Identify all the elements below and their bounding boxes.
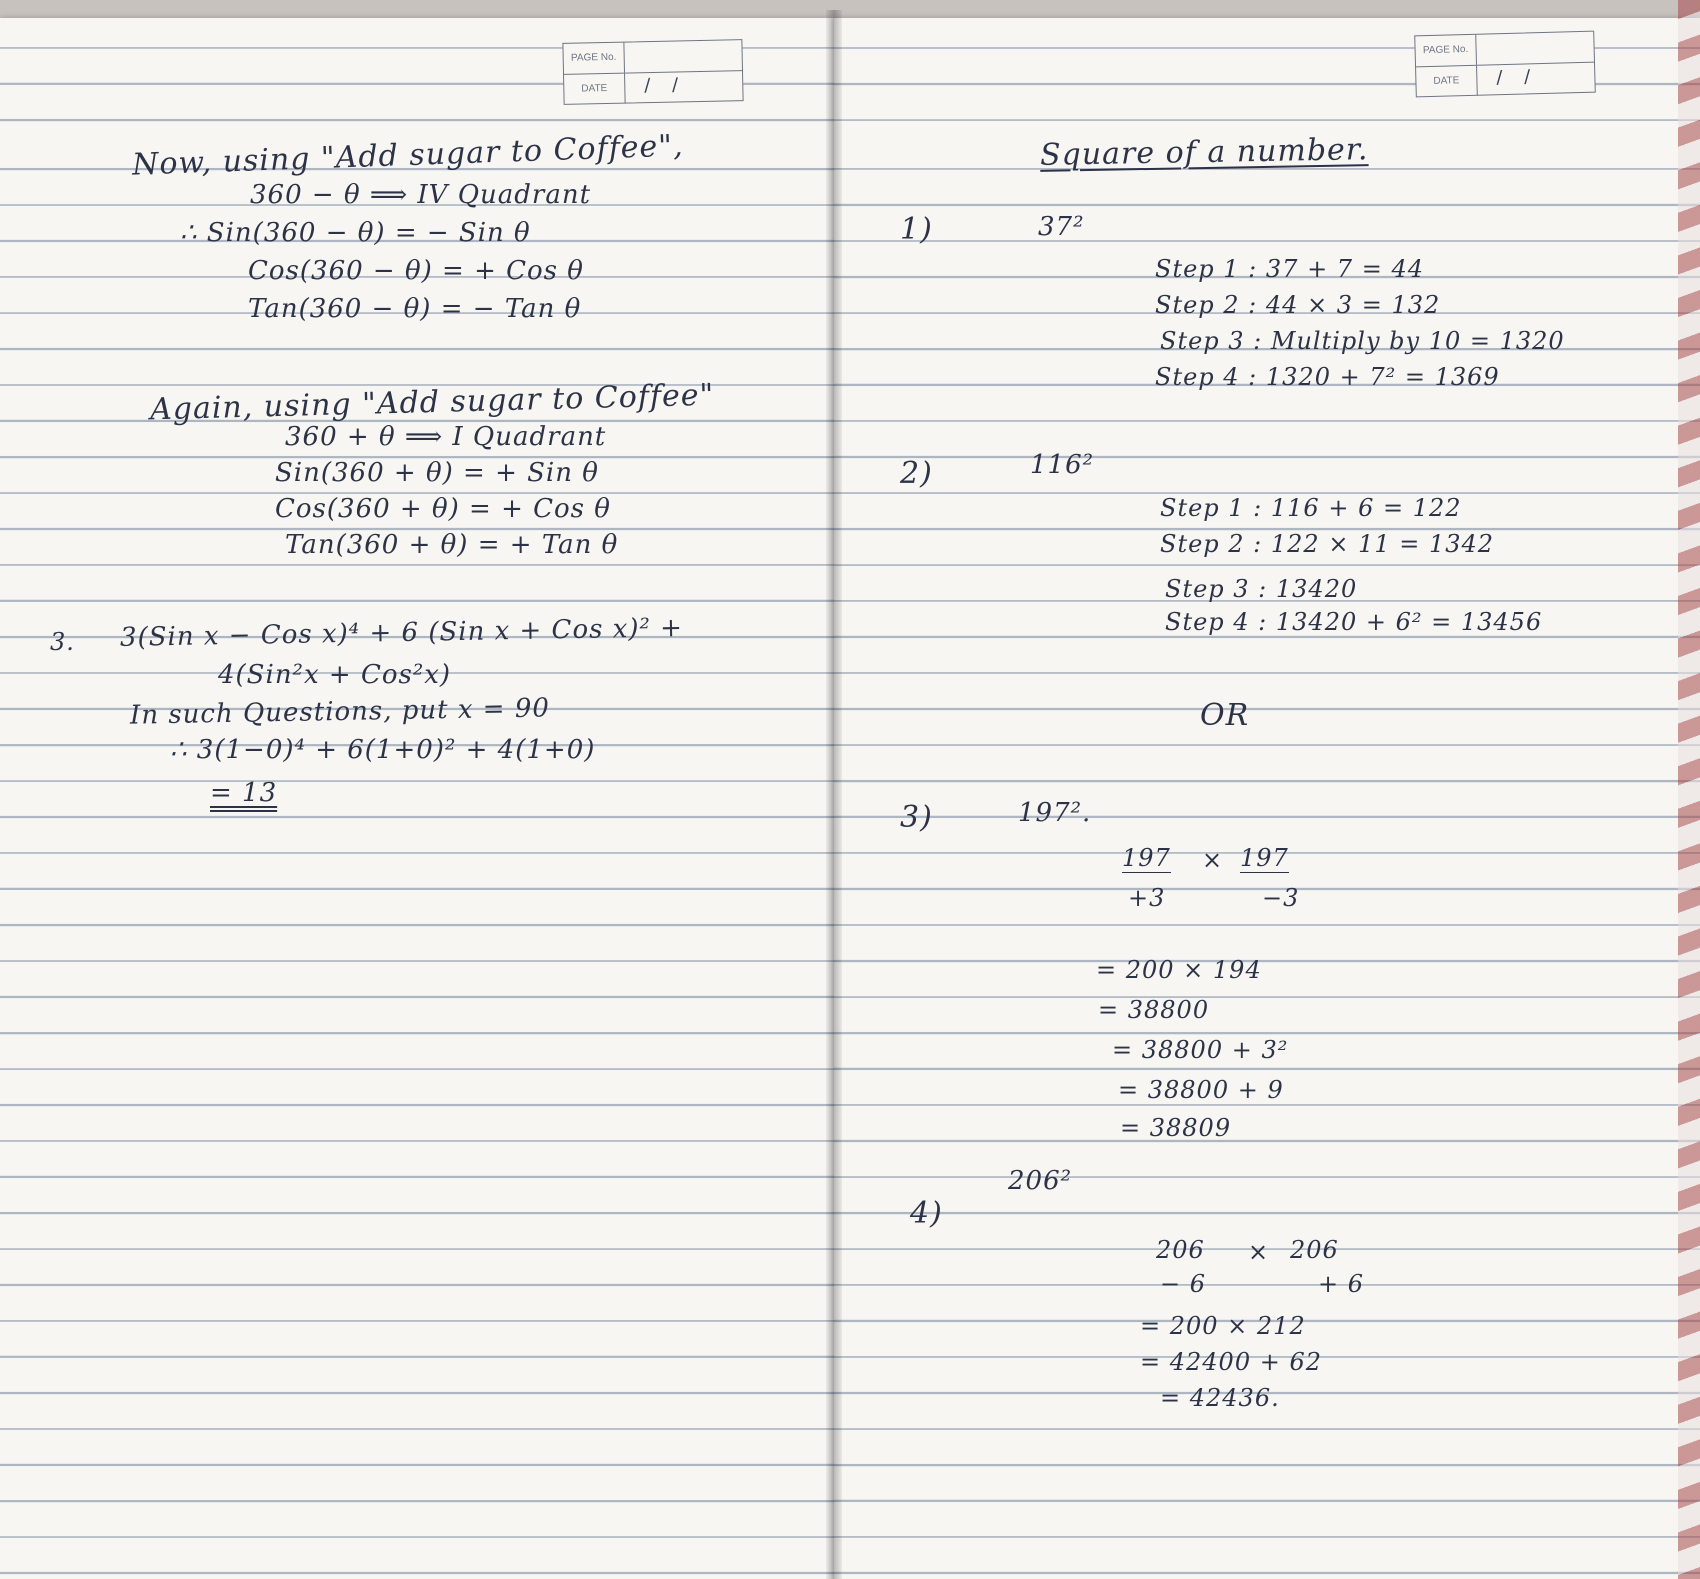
note-line: Cos(360 − θ) = + Cos θ [248, 256, 584, 286]
note-line: Again, using "Add sugar to Coffee" [149, 377, 715, 428]
problem-number: 1) [900, 212, 933, 247]
notebook-left-page [0, 18, 834, 1579]
page-date-box-left [562, 39, 743, 105]
step-line: Step 2 : 44 × 3 = 132 [1155, 291, 1441, 319]
times-sign: × [1248, 1238, 1270, 1266]
step-line: = 38800 + 9 [1118, 1076, 1284, 1104]
note-line: Tan(360 + θ) = + Tan θ [285, 530, 619, 560]
problem-question: 197². [1018, 798, 1092, 828]
page-no-label: PAGE No. [1415, 35, 1477, 67]
step-line: = 42436. [1160, 1384, 1280, 1412]
adjustment-b: + 6 [1318, 1270, 1365, 1298]
note-line: Tan(360 − θ) = − Tan θ [248, 294, 582, 324]
page-title: Square of a number. [1039, 132, 1369, 173]
adjustment-a: − 6 [1160, 1270, 1207, 1298]
notebook-right-page [834, 18, 1700, 1579]
step-line: Step 4 : 1320 + 7² = 1369 [1155, 363, 1500, 391]
notebook-spine [826, 10, 842, 1579]
step-line: = 200 × 212 [1140, 1312, 1306, 1340]
note-line: Sin(360 + θ) = + Sin θ [275, 458, 599, 488]
date-label: DATE [1416, 66, 1478, 98]
step-line: Step 3 : 13420 [1165, 575, 1358, 603]
note-line: 360 − θ ⟹ IV Quadrant [250, 180, 592, 210]
problem-question: 116² [1030, 450, 1095, 480]
note-line: 4(Sin²x + Cos²x) [218, 660, 452, 690]
date-label: DATE [564, 74, 626, 105]
step-line: Step 1 : 116 + 6 = 122 [1160, 494, 1462, 522]
note-line: Cos(360 + θ) = + Cos θ [275, 494, 611, 524]
note-line: ∴ 3(1−0)⁴ + 6(1+0)² + 4(1+0) [170, 735, 596, 765]
step-line: = 200 × 194 [1096, 956, 1262, 984]
note-line: In such Questions, put x = 90 [129, 693, 551, 731]
step-line: Step 4 : 13420 + 6² = 13456 [1165, 608, 1543, 636]
problem-question: 206² [1008, 1166, 1073, 1196]
question-number: 3. [50, 628, 75, 656]
note-line: 360 + θ ⟹ I Quadrant [285, 422, 607, 452]
adjustment-a: +3 [1128, 884, 1166, 912]
adjustment-b: −3 [1262, 884, 1300, 912]
answer-line: = 13 [210, 778, 278, 808]
step-line: = 38800 [1098, 996, 1210, 1024]
note-line: 3(Sin x − Cos x)⁴ + 6 (Sin x + Cos x)² + [119, 613, 684, 653]
step-line: Step 1 : 37 + 7 = 44 [1155, 255, 1424, 283]
date-value: / / [644, 74, 687, 97]
problem-number: 3) [900, 800, 933, 835]
date-value: / / [1496, 66, 1539, 89]
or-label: OR [1200, 698, 1250, 733]
note-line: ∴ Sin(360 − θ) = − Sin θ [180, 218, 531, 248]
problem-number: 2) [900, 456, 933, 491]
factor-b: 206 [1290, 1236, 1339, 1264]
step-line: Step 2 : 122 × 11 = 1342 [1160, 530, 1495, 558]
factor-a: 197 [1122, 844, 1171, 872]
problem-number: 4) [910, 1196, 943, 1231]
page-edge-strip [1678, 0, 1700, 1579]
step-line: = 42400 + 62 [1140, 1348, 1322, 1376]
step-line: = 38800 + 3² [1112, 1036, 1289, 1064]
step-line: Step 3 : Multiply by 10 = 1320 [1160, 327, 1565, 355]
page-date-box-right [1414, 31, 1596, 98]
factor-a: 206 [1156, 1236, 1205, 1264]
step-line: = 38809 [1120, 1114, 1232, 1142]
problem-question: 37² [1038, 212, 1085, 242]
page-no-label: PAGE No. [563, 43, 625, 74]
times-sign: × [1202, 846, 1224, 874]
factor-b: 197 [1240, 844, 1289, 872]
background-surface [0, 0, 1700, 18]
note-line: Now, using "Add sugar to Coffee", [131, 128, 685, 183]
